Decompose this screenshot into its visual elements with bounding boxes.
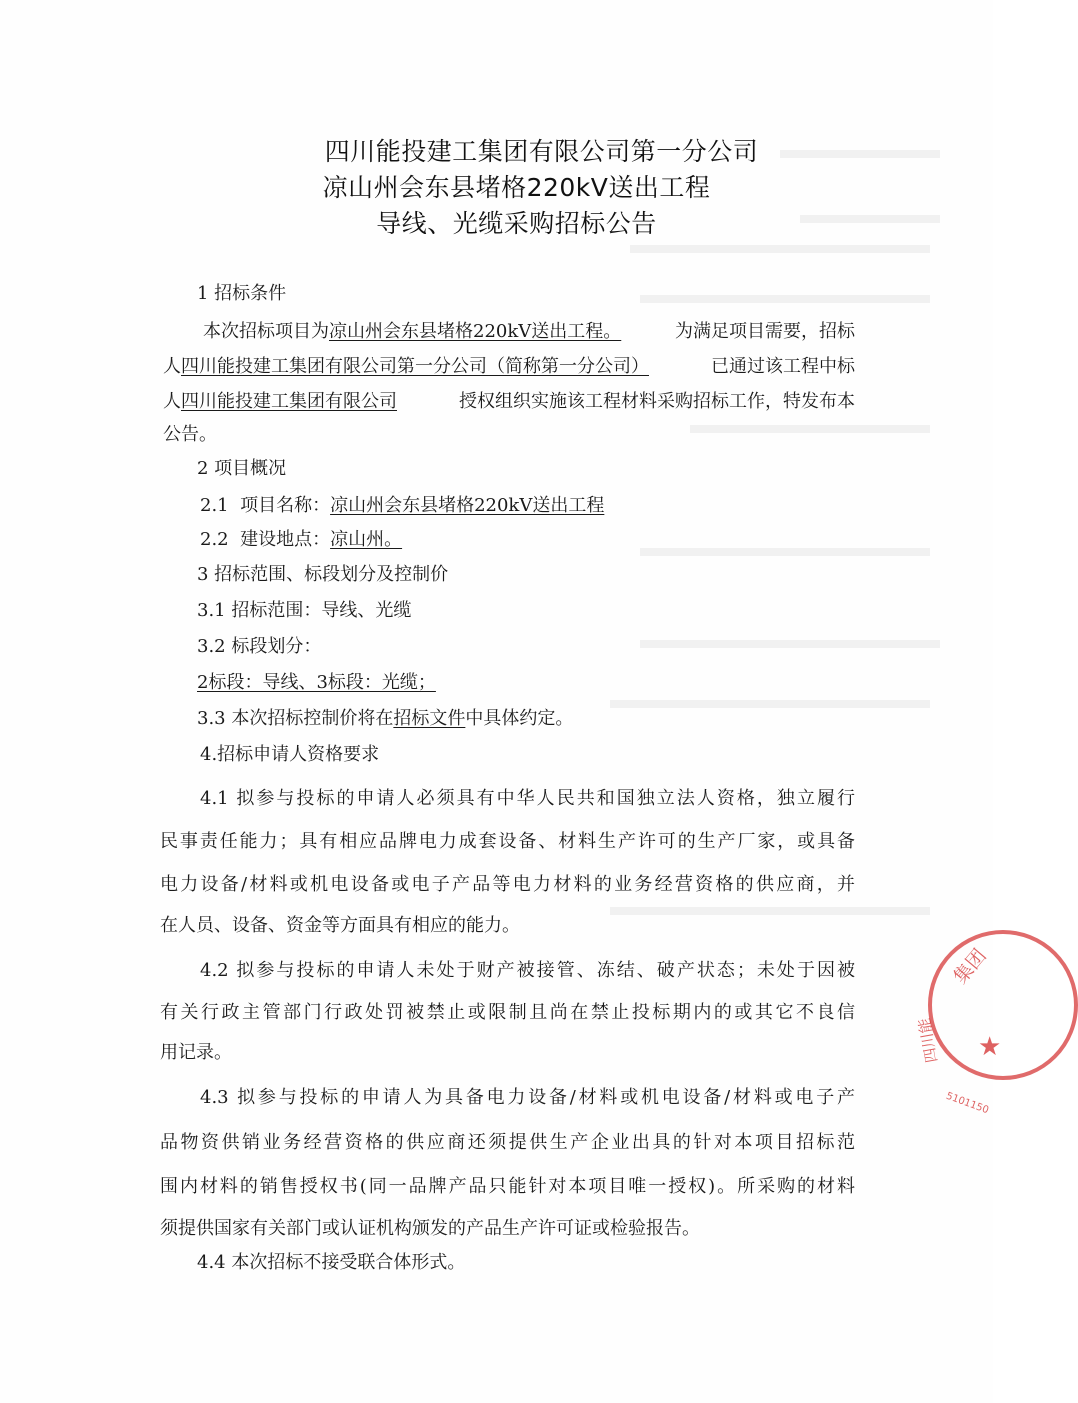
- bleed-through-mark: [630, 245, 930, 253]
- seal-digits: 5101150: [944, 1090, 991, 1117]
- req-4-1-line-4: 在人员、设备、资金等方面具有相应的能力。: [160, 915, 520, 936]
- doc-title-line-2: 凉山州会东县堵格220kV送出工程: [322, 173, 711, 202]
- req-4-3-line-3: 围内材料的销售授权书(同一品牌产品只能针对本项目唯一授权)。所采购的材料: [160, 1176, 855, 1197]
- group-name: 四川能投建工集团有限公司: [181, 391, 397, 412]
- label: 2.1 项目名称：: [200, 495, 331, 516]
- seal-text-side: 四川能: [915, 1016, 941, 1065]
- seal-star-icon: ★: [978, 1032, 1002, 1062]
- section-1-para-line-3: [163, 389, 855, 415]
- text: 3.3 本次招标控制价将在: [197, 708, 394, 729]
- lot-list: 2标段：导线、3标段：光缆；: [197, 672, 436, 693]
- project-name-link: 凉山州会东县堵格220kV送出工程。: [329, 321, 622, 342]
- bleed-through-mark: [640, 295, 930, 303]
- req-4-2-line-3: 用记录。: [160, 1042, 232, 1063]
- doc-title-line-1: 四川能投建工集团有限公司第一分公司: [324, 137, 759, 166]
- req-4-1-line-3: 电力设备/材料或机电设备或电子产品等电力材料的业务经营资格的供应商，并: [160, 874, 855, 895]
- req-4-2-line-2: 有关行政主管部门行政处罚被禁止或限制且尚在禁止投标期内的或其它不良信: [160, 1002, 855, 1023]
- construction-site-row: [200, 527, 402, 553]
- req-4-1-line-1: 4.1 拟参与投标的申请人必须具有中华人民共和国独立法人资格，独立履行: [200, 788, 855, 809]
- tender-scope: 3.1 招标范围：导线、光缆: [197, 600, 412, 621]
- text: 为满足项目需要，招标: [675, 321, 855, 342]
- text: 人: [163, 356, 181, 377]
- text: 本次招标项目为: [203, 321, 329, 342]
- section-1-para-line-1: [203, 319, 855, 345]
- section-2-heading: 2 项目概况: [197, 458, 287, 479]
- req-4-3-line-4: 须提供国家有关部门或认证机构颁发的产品生产许可证或检验报告。: [160, 1218, 700, 1239]
- bleed-through-mark: [640, 640, 940, 648]
- bleed-through-mark: [610, 700, 930, 708]
- section-3-heading: 3 招标范围、标段划分及控制价: [197, 564, 449, 585]
- req-4-1-line-2: 民事责任能力；具有相应品牌电力成套设备、材料生产许可的生产厂家，或具备: [160, 831, 855, 852]
- bleed-through-mark: [640, 548, 930, 556]
- section-1-para-line-4: 公告。: [163, 424, 217, 445]
- control-price-row: [197, 706, 573, 732]
- text: 人: [163, 391, 181, 412]
- req-4-4: 4.4 本次招标不接受联合体形式。: [197, 1252, 466, 1273]
- project-name-row: [200, 493, 604, 519]
- text: 授权组织实施该工程材料采购招标工作，特发布本: [459, 391, 855, 412]
- construction-site-value: 凉山州。: [330, 529, 403, 550]
- req-4-3-line-2: 品物资供销业务经营资格的供应商还须提供生产企业出具的针对本项目招标范: [160, 1132, 855, 1153]
- bleed-through-mark: [610, 907, 930, 915]
- seal-text-top: 集团: [949, 944, 991, 989]
- doc-title-line-3: 导线、光缆采购招标公告: [376, 209, 657, 238]
- tender-docs: 招标文件: [393, 708, 466, 729]
- req-4-3-line-1: 4.3 拟参与投标的申请人为具备电力设备/材料或机电设备/材料或电子产: [200, 1087, 855, 1108]
- lot-division: 3.2 标段划分：: [197, 636, 322, 657]
- req-4-2-line-1: 4.2 拟参与投标的申请人未处于财产被接管、冻结、破产状态；未处于因被: [200, 960, 855, 981]
- text: 已通过该工程中标: [711, 356, 855, 377]
- section-4-heading: 4.招标申请人资格要求: [200, 744, 380, 765]
- label: 2.2 建设地点：: [200, 529, 331, 550]
- tenderer-name: 四川能投建工集团有限公司第一分公司（简称第一分公司）: [181, 356, 649, 377]
- bleed-through-mark: [690, 425, 930, 433]
- section-1-heading: 1 招标条件: [197, 283, 287, 304]
- section-1-para-line-2: [163, 354, 855, 380]
- project-name-value: 凉山州会东县堵格220kV送出工程: [330, 495, 605, 516]
- text: 中具体约定。: [465, 708, 574, 729]
- company-seal: [928, 930, 1078, 1080]
